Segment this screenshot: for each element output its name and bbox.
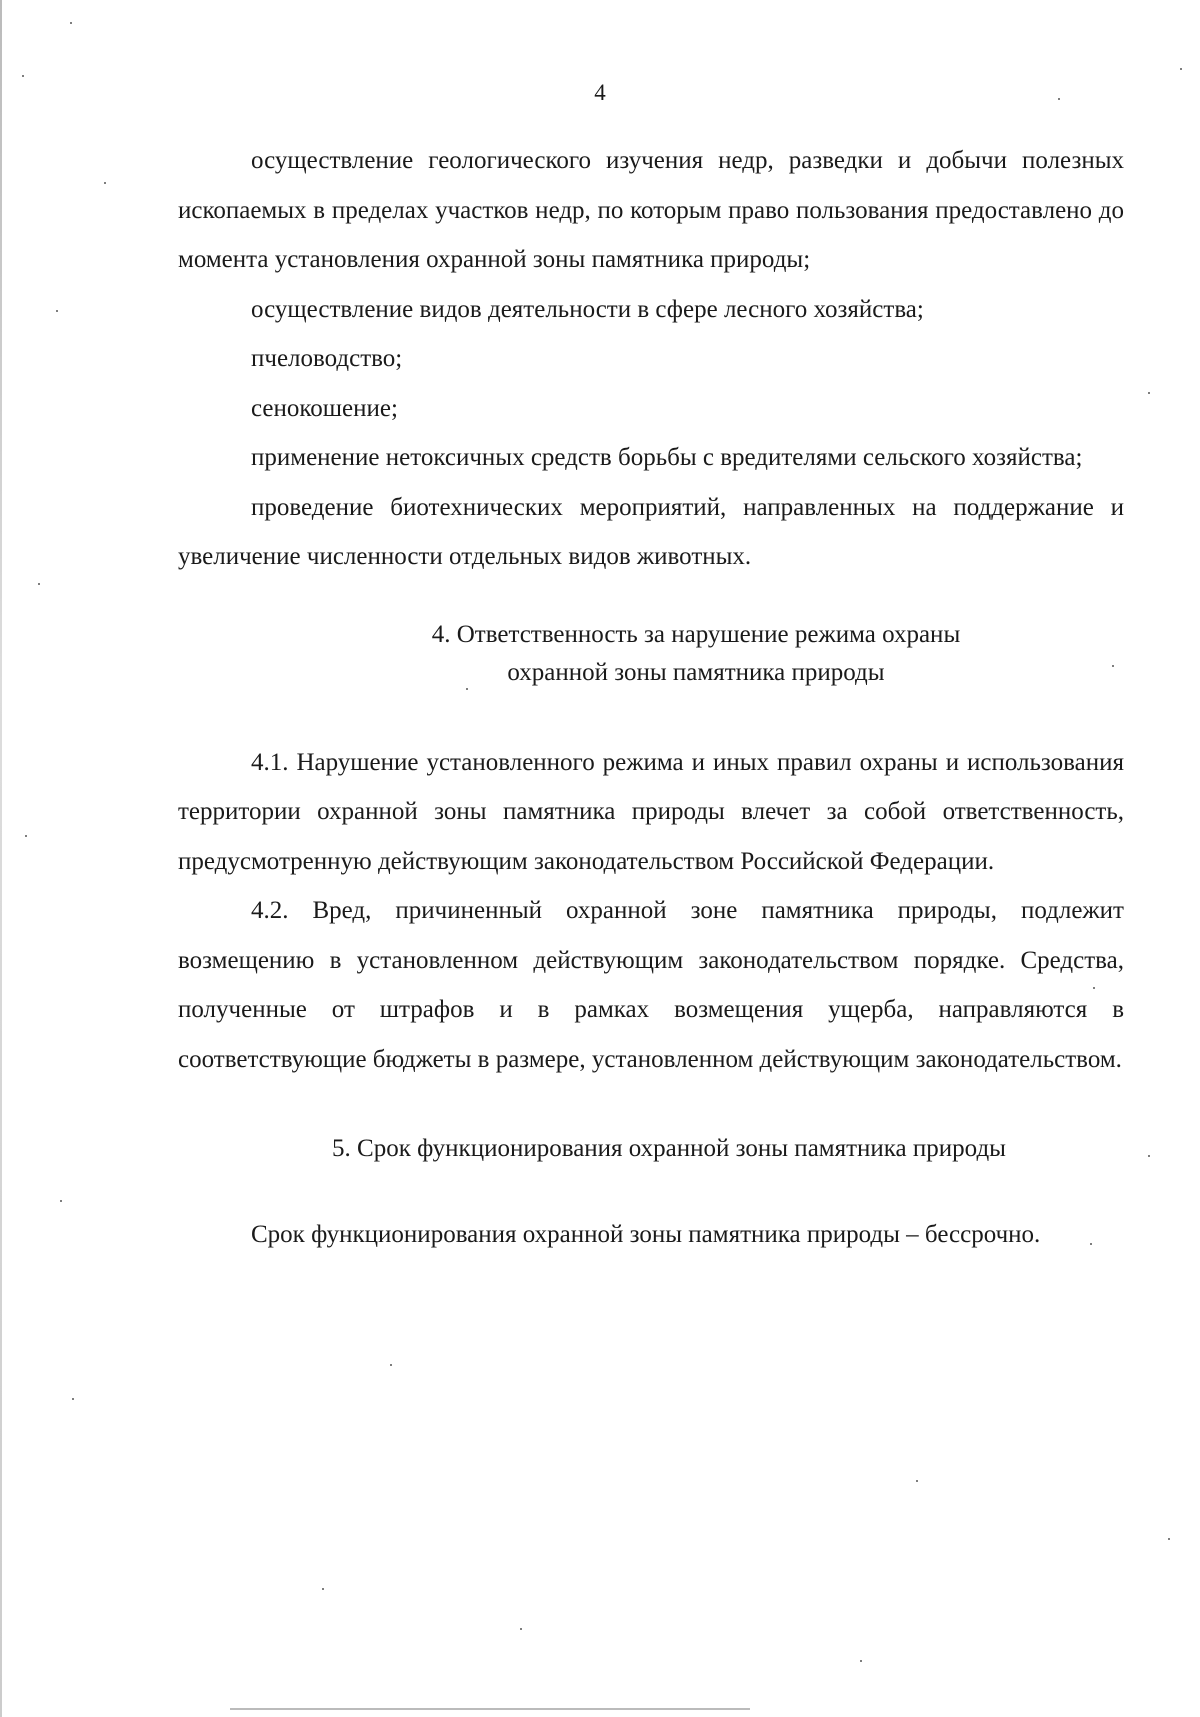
scan-speck bbox=[70, 22, 72, 24]
scan-speck bbox=[60, 1200, 62, 1202]
scan-speck bbox=[1093, 987, 1095, 989]
section-4-heading bbox=[178, 616, 1124, 692]
scan-speck bbox=[25, 835, 27, 837]
scan-speck bbox=[1112, 665, 1114, 667]
paragraph-5: Срок функционирования охранной зоны памятника природы – бессрочно. bbox=[251, 1221, 1041, 1248]
scan-speck bbox=[1180, 68, 1182, 70]
page-number: 4 bbox=[594, 80, 606, 105]
scan-speck bbox=[466, 688, 468, 690]
scan-speck bbox=[72, 1398, 74, 1400]
scan-speck bbox=[860, 1660, 862, 1662]
scan-speck bbox=[1090, 1243, 1092, 1245]
paragraph-4-1: 4.1. Нарушение установленного режима и иных правил охраны и использования территории охранной зоны памятника природы влечет за собой ответственность, предусмотренную действующим законодательством Российской Федерации. bbox=[178, 748, 1124, 875]
section-5-heading: 5. Срок функционирования охранной зоны памятника природы bbox=[332, 1135, 1006, 1162]
paragraph-pest-control: применение нетоксичных средств борьбы с вредителями сельского хозяйства; bbox=[251, 444, 1083, 471]
scan-speck bbox=[104, 182, 106, 184]
scan-speck bbox=[520, 1628, 522, 1630]
scan-speck bbox=[38, 583, 40, 585]
scan-speck bbox=[56, 310, 58, 312]
document-body bbox=[178, 136, 1124, 1260]
section-4-heading-line2: охранной зоны памятника природы bbox=[507, 658, 885, 686]
scan-bottom-edge bbox=[230, 1708, 750, 1710]
scan-speck bbox=[1148, 1155, 1150, 1157]
scan-speck bbox=[916, 1480, 918, 1482]
paragraph-biotechnical: проведение биотехнических мероприятий, направленных на поддержание и увеличение численности отдельных видов животных. bbox=[178, 493, 1124, 570]
paragraph-beekeeping: пчеловодство; bbox=[251, 345, 403, 372]
scan-speck bbox=[390, 1364, 392, 1366]
scan-speck bbox=[322, 1588, 324, 1590]
scan-speck bbox=[22, 75, 24, 77]
paragraph-forestry: осуществление видов деятельности в сфере лесного хозяйства; bbox=[251, 295, 924, 323]
section-4-heading-line1: 4. Ответственность за нарушение режима охраны bbox=[431, 620, 961, 648]
paragraph-haymaking: сенокошение; bbox=[251, 394, 398, 422]
scan-speck bbox=[1058, 98, 1060, 100]
paragraph-4-2: 4.2. Вред, причиненный охранной зоне памятника природы, подлежит возмещению в установленном действующим законодательством порядке. Средства, полученные от штрафов и в рамках возмещения ущерба, направляются в соответствующие бюджеты в размере, установленном действующим законодательством. bbox=[178, 897, 1124, 1073]
scan-speck bbox=[1168, 1538, 1170, 1540]
scan-speck bbox=[1148, 392, 1150, 394]
paragraph-geological: осуществление геологического изучения недр, разведки и добычи полезных ископаемых в пределах участков недр, по которым право пользования предоставлено до момента установления охранной зоны памятника природы; bbox=[178, 147, 1124, 273]
scan-edge bbox=[0, 0, 2, 1717]
